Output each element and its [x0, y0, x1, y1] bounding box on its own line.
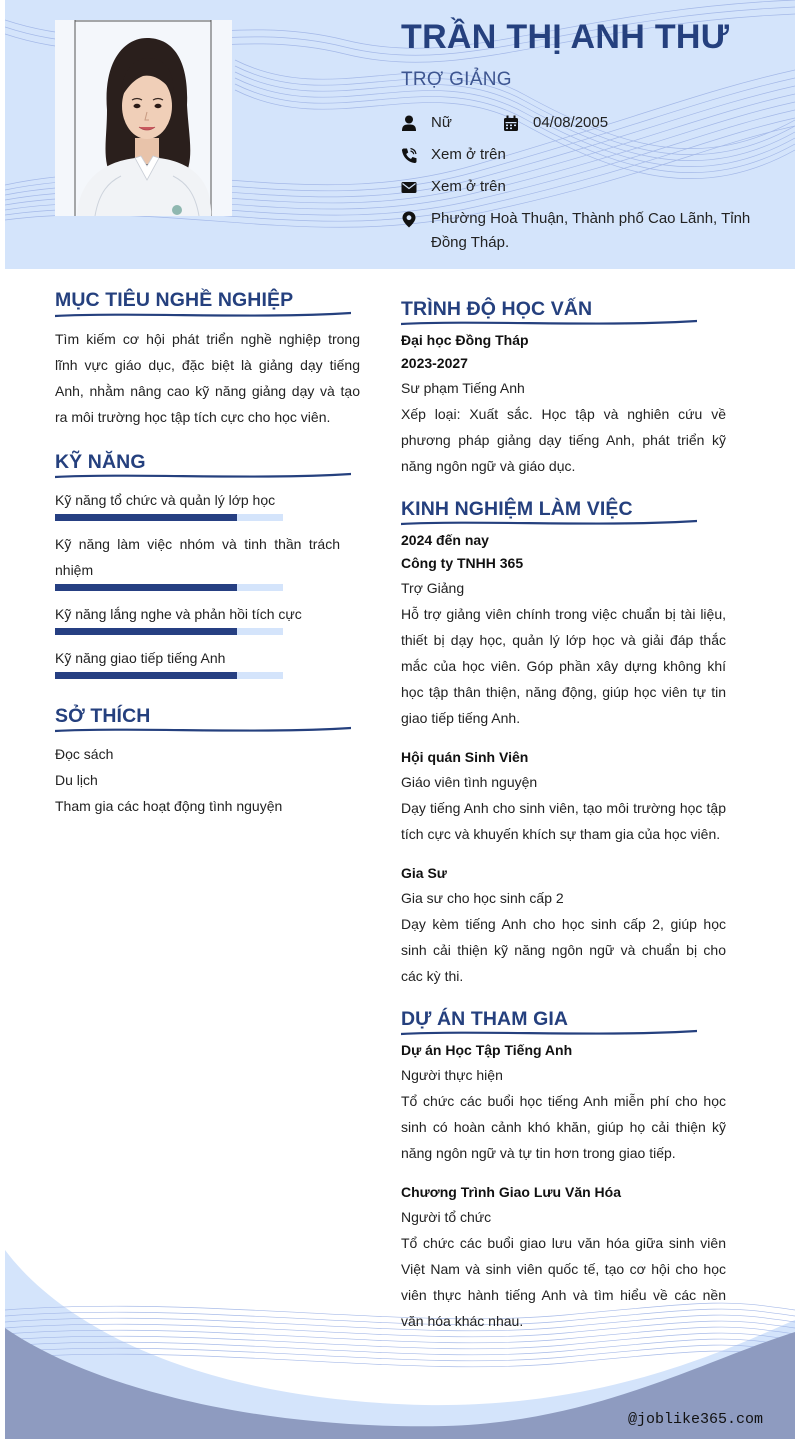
- hobbies-heading-underline: [55, 725, 351, 733]
- education-heading: TRÌNH ĐỘ HỌC VẤN: [401, 298, 593, 320]
- project-detail: Tổ chức các buổi học tiếng Anh miễn phí cho học sinh có hoàn cảnh khó khăn, giúp họ cải thiện kỹ năng ngôn ngữ và tự tin hơn trong giao tiếp.: [401, 1093, 726, 1161]
- skill-level-bar: [55, 514, 283, 521]
- address-value: Phường Hoà Thuận, Thành phố Cao Lãnh, Tỉnh Đồng Tháp.: [431, 210, 751, 251]
- objective-heading-underline: [55, 310, 351, 318]
- hobby-item: Đọc sách: [55, 746, 114, 762]
- profile-photo: [55, 20, 232, 216]
- education-detail: Xếp loại: Xuất sắc. Học tập và nghiên cứu về phương pháp giảng dạy tiếng Anh, phát triển kỹ năng ngôn ngữ và giáo dục.: [401, 406, 726, 474]
- phone-value: Xem ở trên: [431, 146, 506, 163]
- education-major: Sư phạm Tiếng Anh: [401, 380, 525, 396]
- experience-detail: Dạy kèm tiếng Anh cho học sinh cấp 2, giúp học sinh cải thiện kỹ năng ngôn ngữ và chuẩn bị cho các kỳ thi.: [401, 916, 726, 984]
- skill-level-fill: [55, 584, 237, 591]
- watermark-text: @joblike365.com: [627, 1411, 763, 1428]
- experience-position: Gia sư cho học sinh cấp 2: [401, 890, 564, 906]
- birthdate-value: 04/08/2005: [533, 114, 609, 131]
- birthdate-row: [503, 114, 608, 135]
- project-detail: Tổ chức các buổi giao lưu văn hóa giữa sinh viên Việt Nam và sinh viên quốc tế, tạo cơ hội cho học viên thực hành tiếng Anh và tìm hiểu về các nền văn hóa khác nhau.: [401, 1235, 726, 1329]
- cv-header: [5, 0, 795, 269]
- project-role: Người tổ chức: [401, 1209, 492, 1225]
- email-value: Xem ở trên: [431, 178, 506, 195]
- project-name: Dự án Học Tập Tiếng Anh: [401, 1042, 573, 1058]
- gender-value: Nữ: [431, 114, 452, 131]
- project-role: Người thực hiện: [401, 1067, 503, 1083]
- phone-row: [401, 146, 506, 167]
- skill-level-bar: [55, 672, 283, 679]
- skill-level-fill: [55, 672, 237, 679]
- experience-heading-underline: [401, 518, 697, 526]
- candidate-role: TRỢ GIẢNG: [401, 69, 512, 90]
- project-name: Chương Trình Giao Lưu Văn Hóa: [401, 1184, 622, 1200]
- person-icon: [401, 115, 417, 132]
- location-pin-icon: [401, 211, 417, 228]
- hobby-item: Du lịch: [55, 772, 98, 788]
- cv-page: [5, 0, 795, 1439]
- experience-detail: Dạy tiếng Anh cho sinh viên, tạo môi trường học tập tích cực và khuyến khích sự tham gia của học viên.: [401, 800, 726, 842]
- experience-position: Trợ Giảng: [401, 580, 465, 596]
- experience-heading: KINH NGHIỆM LÀM VIỆC: [401, 498, 633, 520]
- experience-detail: Hỗ trợ giảng viên chính trong việc chuẩn bị tài liệu, thiết bị dạy học, quản lý lớp học và giải đáp thắc mắc của học viên. Góp phần xây dựng không khí học tập thân thiện, năng động, giúp học viên tự tin giao tiếp tiếng Anh.: [401, 606, 726, 726]
- experience-position: Giáo viên tình nguyện: [401, 774, 538, 790]
- experience-org: Gia Sư: [401, 865, 447, 881]
- skill-level-bar: [55, 584, 283, 591]
- envelope-icon: [401, 179, 417, 196]
- phone-icon: [401, 147, 417, 164]
- experience-org: Hội quán Sinh Viên: [401, 749, 529, 765]
- skill-label: Kỹ năng tổ chức và quản lý lớp học: [55, 492, 276, 508]
- education-heading-underline: [401, 318, 697, 326]
- hobbies-heading: SỞ THÍCH: [55, 705, 151, 727]
- skills-heading-underline: [55, 471, 351, 479]
- hobby-item: Tham gia các hoạt động tình nguyện: [55, 798, 283, 814]
- experience-org: Công ty TNHH 365: [401, 555, 524, 571]
- skill-level-bar: [55, 628, 283, 635]
- skill-label: Kỹ năng giao tiếp tiếng Anh: [55, 650, 226, 666]
- gender-row: [401, 114, 452, 135]
- projects-heading-underline: [401, 1028, 697, 1036]
- objective-heading: MỤC TIÊU NGHỀ NGHIỆP: [55, 289, 294, 311]
- address-row: [401, 210, 771, 255]
- candidate-name: TRẦN THỊ ANH THƯ: [401, 18, 730, 56]
- calendar-icon: [503, 115, 519, 132]
- projects-heading: DỰ ÁN THAM GIA: [401, 1008, 569, 1030]
- email-row: [401, 178, 506, 199]
- skill-level-fill: [55, 628, 237, 635]
- education-school: Đại học Đồng Tháp: [401, 332, 529, 348]
- experience-period: 2024 đến nay: [401, 532, 489, 548]
- skill-level-fill: [55, 514, 237, 521]
- skills-heading: KỸ NĂNG: [55, 451, 146, 473]
- skill-label: Kỹ năng lắng nghe và phản hồi tích cực: [55, 606, 302, 622]
- objective-text: Tìm kiếm cơ hội phát triển nghề nghiệp trong lĩnh vực giáo dục, đặc biệt là giảng dạy tiếng Anh, nhằm nâng cao kỹ năng giảng dạy và tạo ra môi trường học tập tích cực cho học viên.: [55, 331, 360, 425]
- skill-label: Kỹ năng làm việc nhóm và tinh thần trách nhiệm: [55, 536, 340, 578]
- education-period: 2023-2027: [401, 355, 468, 371]
